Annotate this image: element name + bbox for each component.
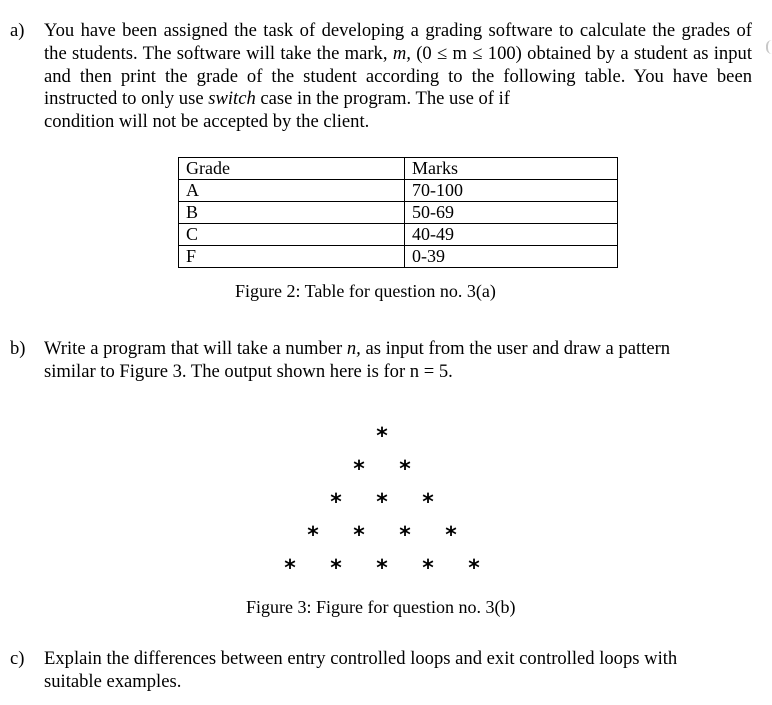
question-a-text-4: condition will not be accepted by the client. — [44, 111, 370, 133]
grade-table — [178, 157, 618, 268]
grade-table-header-grade: Grade — [179, 158, 405, 180]
scrollbar-edge-mark — [766, 40, 772, 54]
question-c — [10, 648, 752, 694]
figure-3-caption: Figure 3: Figure for question no. 3(b) — [246, 597, 516, 617]
pattern-star: * — [330, 556, 342, 581]
question-c-text — [44, 648, 752, 694]
pattern-star: * — [376, 490, 388, 515]
marks-cell: 40-49 — [405, 224, 618, 246]
grade-cell: F — [179, 246, 405, 268]
figure-2-caption: Figure 2: Table for question no. 3(a) — [235, 281, 496, 301]
pattern-star: * — [353, 523, 365, 548]
table-row — [179, 180, 618, 202]
pattern-star: * — [284, 556, 296, 581]
question-c-letter: c) — [10, 648, 25, 669]
pattern-star: * — [468, 556, 480, 581]
question-c-text-1: Explain the differences between entry controlled loops and exit controlled loops with — [44, 648, 678, 669]
question-b-var-n: n, — [346, 338, 361, 359]
grade-cell: A — [179, 180, 405, 202]
table-row — [179, 246, 618, 268]
question-a-var-m: m, — [392, 42, 411, 64]
grade-table-header-marks: Marks — [405, 158, 618, 180]
pattern-star: * — [399, 523, 411, 548]
table-row — [179, 224, 618, 246]
marks-cell: 50-69 — [405, 202, 618, 224]
grade-table-header-row — [179, 158, 618, 180]
pattern-star: * — [399, 457, 411, 482]
pattern-star: * — [353, 457, 365, 482]
question-b-text-2: as input from the user and draw a pattern — [360, 338, 671, 359]
question-a-keyword-switch: switch — [208, 88, 256, 110]
question-a-text-2: (0 ≤ m ≤ 100) obtained by a student as input and then print the grade of the student according to the following table. You have been instructed to only use — [44, 42, 752, 110]
pattern-star: * — [422, 490, 434, 515]
pattern-star: * — [376, 424, 388, 449]
table-row — [179, 202, 618, 224]
pattern-star: * — [422, 556, 434, 581]
marks-cell: 0-39 — [405, 246, 618, 268]
question-c-text-2: suitable examples. — [44, 670, 182, 692]
pattern-star: * — [307, 523, 319, 548]
question-b — [10, 338, 752, 384]
pattern-star: * — [376, 556, 388, 581]
pattern-star: * — [445, 523, 457, 548]
question-b-text-1: Write a program that will take a number — [44, 338, 347, 359]
question-a-text-3: case in the program. The use of if — [255, 88, 510, 110]
question-a — [10, 20, 752, 134]
pattern-star: * — [330, 490, 342, 515]
grade-cell: B — [179, 202, 405, 224]
question-b-letter: b) — [10, 338, 26, 359]
grade-cell: C — [179, 224, 405, 246]
marks-cell: 70-100 — [405, 180, 618, 202]
question-b-text — [44, 338, 752, 384]
question-a-text — [44, 20, 752, 134]
question-a-letter: a) — [10, 20, 25, 41]
question-a-text-1: You have been assigned the task of developing a grading software to calculate the grades of the students. The software will take the mark, — [44, 20, 752, 64]
question-b-text-3: similar to Figure 3. The output shown here is for n = 5. — [44, 360, 453, 382]
